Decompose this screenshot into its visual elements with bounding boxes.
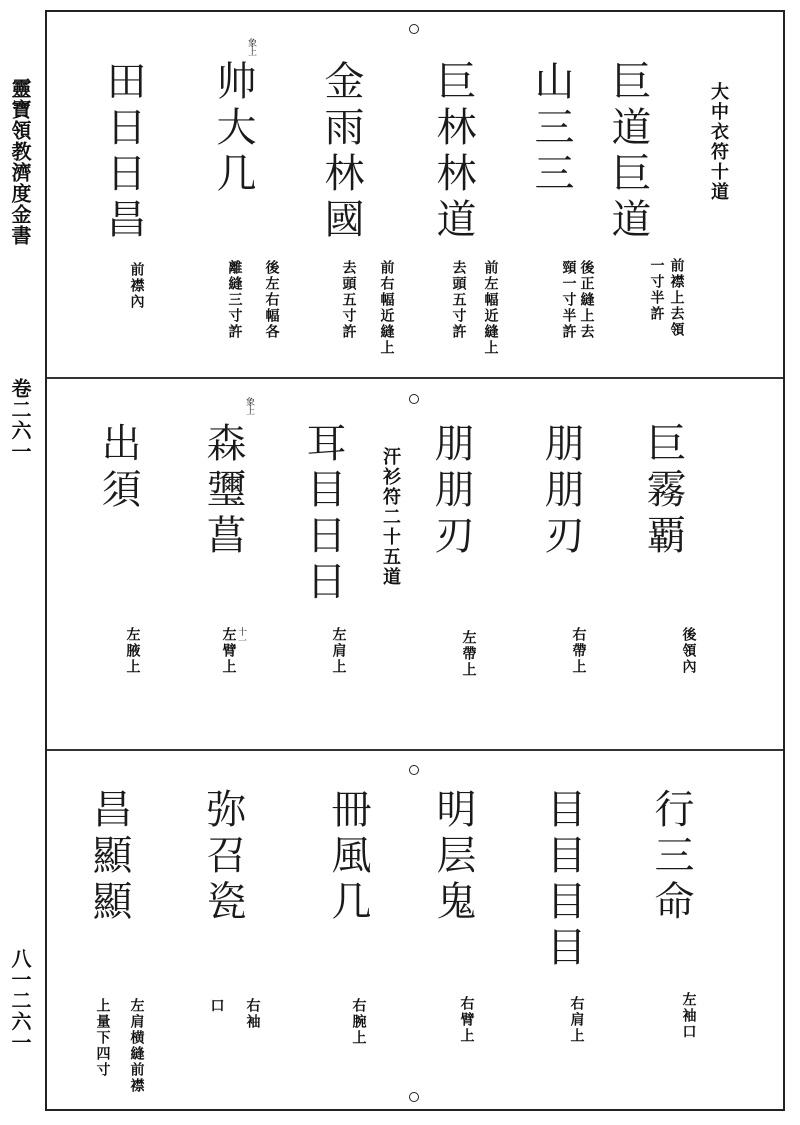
talisman-glyph: 目目目目 [540,788,586,972]
talisman-glyph: 冊風几 [325,788,371,926]
talisman-note: 前襟內 [128,262,145,310]
talisman-note: 去頭五寸許 [450,260,467,340]
talisman-note: 後正縫上去 [578,260,595,340]
talisman-mark: 象上 [246,38,256,56]
binding-ring-icon [409,765,419,775]
section-divider [47,749,783,751]
talisman-glyph: 昌顯顯 [86,788,132,926]
binding-ring-icon [409,24,419,34]
talisman-note: 前左幅近縫上 [482,260,499,356]
talisman-glyph: 朋朋刃 [538,422,584,560]
talisman-note: 去頭五寸許 [340,260,357,340]
talisman-note: 左臂上 [220,627,237,675]
talisman-note: 口 [208,998,225,1014]
talisman-glyph: 帅大几 [210,60,256,198]
book-title: 靈寶領教濟度金書 [8,78,32,246]
talisman-glyph: 明层鬼 [430,788,476,926]
talisman-glyph: 出須 [95,422,141,514]
page-frame [45,10,785,1111]
section-heading: 大中衣符十道 [708,82,729,202]
talisman-note: 左帶上 [460,630,477,678]
section-divider [47,377,783,379]
talisman-glyph: 行三命 [648,788,694,926]
talisman-glyph: 巨霧覇 [640,422,686,560]
talisman-glyph: 山三三 [528,60,574,198]
talisman-note: 左腋上 [124,627,141,675]
talisman-note: 右臂上 [458,996,475,1044]
talisman-note: 後領內 [680,627,697,675]
talisman-note: 離縫三寸許 [226,260,243,340]
talisman-note: 右帶上 [570,627,587,675]
talisman-glyph: 耳目日日 [300,422,346,606]
talisman-note: 右腕上 [350,998,367,1046]
talisman-glyph: 弥召瓷 [200,788,246,926]
page-number: 八一二六一 [8,948,32,1053]
talisman-glyph: 田日日昌 [100,60,146,244]
talisman-note: 左肩上 [330,627,347,675]
talisman-glyph: 朋朋刃 [428,422,474,560]
talisman-mark: 象上 [244,397,254,415]
section-heading: 汗衫符二十五道 [380,447,401,587]
talisman-note: 後左右幅各 [263,260,280,340]
talisman-note: 前右幅近縫上 [378,260,395,356]
talisman-glyph: 金雨林國 [318,60,364,244]
talisman-note: 一寸半許 [648,258,665,322]
binding-ring-icon [409,1092,419,1102]
talisman-mark: 十一 [236,627,246,645]
page-margin [4,78,32,1078]
binding-ring-icon [409,394,419,404]
talisman-note: 左袖口 [680,992,697,1040]
talisman-glyph: 巨道巨道 [605,60,651,244]
talisman-note: 右肩上 [568,996,585,1044]
talisman-note: 頸一寸半許 [560,260,577,340]
talisman-note: 右袖 [244,998,261,1030]
talisman-glyph: 巨林林道 [430,60,476,244]
talisman-note: 上量下四寸 [94,998,111,1078]
talisman-glyph: 森瓕菖 [200,422,246,560]
volume-label: 卷二六一 [8,378,32,462]
talisman-note: 左肩横縫前襟 [128,998,145,1094]
talisman-note: 前襟上去領 [668,258,685,338]
